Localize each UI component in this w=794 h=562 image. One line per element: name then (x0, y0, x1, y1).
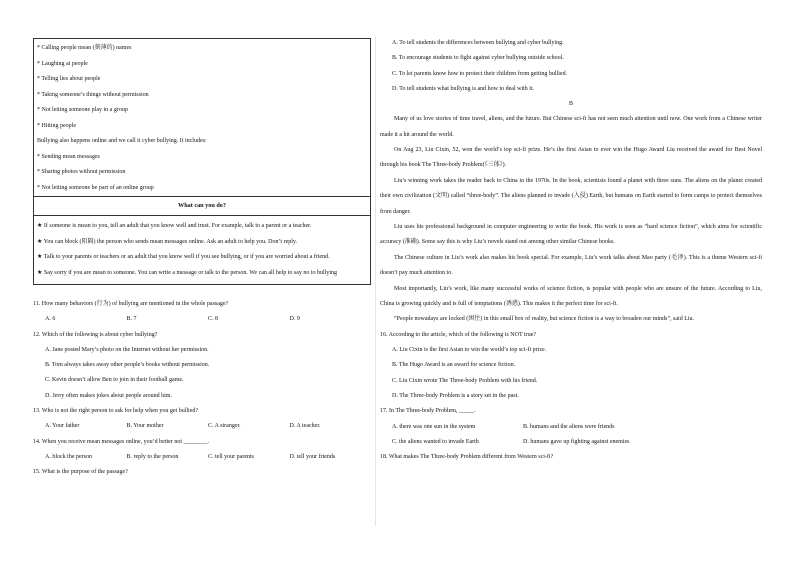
option: D. humans gave up fighting against enemies (523, 438, 630, 445)
option: B. reply to the person (126, 453, 179, 460)
question-17-options-row2 (380, 435, 762, 450)
box-item: * Not letting someone play in a group (37, 107, 128, 113)
option: B. To encourage students to fight against cyber bullying outside school. (392, 55, 564, 62)
option: D. Jerry often makes jokes about people around him. (45, 392, 172, 399)
box-item: * Taking someone’s things without permission (37, 91, 149, 98)
box-item: Bullying also happens online and we call it cyber bullying. It includes: (37, 138, 207, 144)
option: B. Tom always takes away other people’s books without permission. (45, 362, 210, 369)
passage-paragraph: “People nowadays are locked (困住) in this small box of reality, but science fiction is a way to broaden our minds”, said Liu. (394, 316, 695, 323)
passage-paragraph: Many of us love stories of time travel, aliens, and the future. But Chinese sci-fi has not seen much attention until now. One work from a Chinese writer made it a hit around the world. (380, 116, 762, 138)
box-item: * Not letting someone be part of an online group (37, 184, 154, 191)
option: A. Jane posted Mary’s photo on the Internet without her permission. (45, 346, 209, 353)
option: A. Liu Cixin is the first Asian to win the world’s top sci-fi prize. (392, 347, 547, 354)
option: B. Your mother (126, 423, 164, 430)
passage-paragraph: Liu’s winning work takes the reader back to China in the 1970s. In the book, scientists found a planet with three suns. The aliens on the planet created their own civilization (文明) called “three-body”. The aliens planned to invade (入侵) Earth, but humans on Earth started to form camps to protect themselves from danger. (380, 177, 762, 215)
question-17-options-row1 (380, 420, 762, 435)
option: A. Your father (45, 423, 80, 430)
passage-paragraph: Liu uses his professional background in computer engineering to write the book. His work is seen as “hard science fiction”, which aims for scientific accuracy (准确). Some say this is why Liu’s novels stand out among other similar Chinese books. (380, 224, 762, 246)
option: C. Kevin doesn’t allow Ben to join in their football game. (45, 377, 184, 384)
option: D. To tell students what bullying is and how to deal with it. (392, 85, 535, 92)
tip-item: ★ If someone is mean to you, tell an adult that you know well and trust. For example, talk to a parent or a teacher. (37, 223, 312, 229)
box-item: * Hitting people (37, 122, 76, 129)
option: B. The Hugo Award is an award for science fiction. (392, 362, 516, 369)
option: C. To let parents know how to protect their children from getting bullied. (392, 70, 568, 77)
question-18: 18. What makes The Three-body Problem different from Western sci-fi? (380, 454, 554, 461)
box-item: * Sharing photos without permission (37, 169, 126, 175)
option: C. tell your parents (208, 453, 254, 460)
question-14: 14. When you receive mean messages online, you’d better not ________. (33, 438, 210, 445)
option: A. To tell students the differences between bullying and cyber bullying. (392, 40, 564, 46)
tip-item: ★ Say sorry if you are mean to someone. You can write a message or talk to the person. We can all help to say no to bullying (37, 269, 338, 276)
option: A. block the person (45, 453, 92, 460)
option: C. the aliens wanted to invade Earth (392, 438, 479, 445)
question-14-options (33, 450, 371, 465)
option: D. tell your friends (289, 453, 336, 460)
bullying-box-top (33, 38, 371, 196)
question-16: 16. According to the article, which of the following is NOT true? (380, 331, 537, 338)
option: C. 8 (208, 316, 219, 323)
option: D. The Three-body Problem is a story set in the past. (392, 393, 519, 400)
passage-paragraph: The Chinese culture in Liu’s work also makes his book special. For example, Liu’s work talks about Mao party (毛泽). This is a theme Western sci-fi doesn’t pay much attention to. (380, 254, 762, 277)
left-column (33, 38, 371, 481)
bullying-box-bottom (33, 196, 371, 285)
passage-paragraph: On Aug 23, Liu Cixin, 52, won the world’s top sci-fi prize. He’s the first Asian to ever win the Hugo Award Liu received the award for Best Novel through his book The Three-body Problem(《三体》). (380, 147, 762, 169)
right-column (380, 36, 762, 466)
box-item: * Sending mean messages (37, 153, 100, 160)
box-item: * Telling lies about people (37, 76, 101, 82)
box-item: * Calling people mean (刻薄的) names (37, 45, 132, 51)
question-15: 15. What is the purpose of the passage? (33, 469, 128, 476)
column-divider (375, 36, 376, 526)
passage-paragraph: Most importantly, Liu’s work, like many successful works of science fiction, is popular with people who are unsure of the future. According to Liu, China is growing quickly and is full of temptations (诱惑). This makes it the perfect time for sci-fi. (380, 285, 762, 308)
option: A. there was one sun in the system (392, 423, 476, 430)
option: C. Liu Cixin wrote The Three-body Problem with his friend. (392, 377, 538, 384)
tip-item: ★ You can block (阻隔) the person who sends mean messages online. Ask an adult to help you. Don’t reply. (37, 238, 298, 245)
box-heading: What can you do? (34, 197, 370, 216)
option: A. 6 (45, 316, 56, 323)
question-12: 12. Which of the following is about cyber bullying? (33, 331, 158, 338)
section-label: B (568, 101, 573, 108)
question-11-options (33, 312, 371, 327)
question-13: 13. Who is not the right person to ask for help when you get bullied? (33, 408, 199, 415)
question-17: 17. In The Three-body Problem, _____. (380, 408, 476, 415)
question-13-options (33, 419, 371, 434)
tip-item: ★ Talk to your parents or teachers or an adult that you know well if you see bullying, or if you are worried about a friend. (37, 254, 330, 260)
option: B. 7 (126, 316, 137, 323)
option: C. A stranger. (208, 423, 241, 430)
option: D. A teacher. (289, 423, 321, 430)
option: B. humans and the aliens were friends (523, 423, 615, 430)
question-11: 11. How many behaviors (行为) of bullying are mentioned in the whole passage? (33, 301, 229, 307)
option: D. 9 (289, 316, 300, 323)
box-item: * Laughing at people (37, 60, 88, 67)
